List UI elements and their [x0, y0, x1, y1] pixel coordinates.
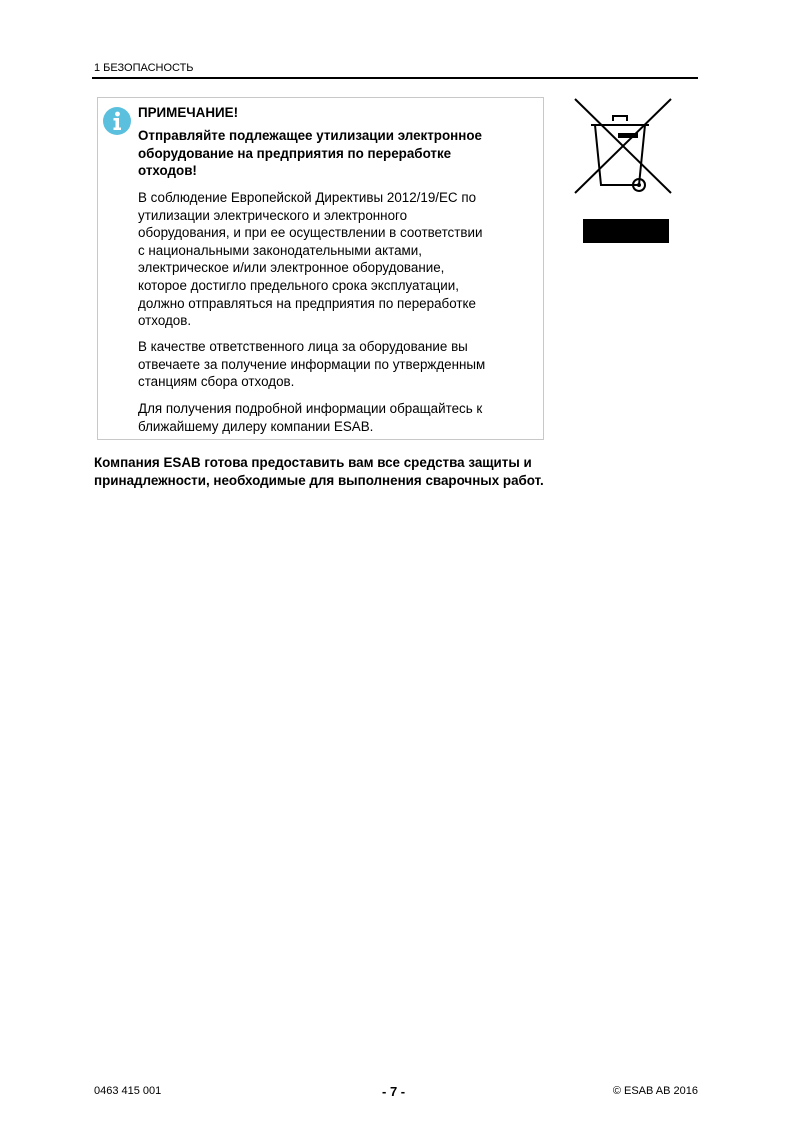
text-line: отвечаете за получение информации по утвержденным: [138, 356, 486, 372]
text-line: электрическое и/или электронное оборудование,: [138, 260, 445, 276]
text-line: отходов.: [138, 313, 192, 329]
footer-doc-number: 0463 415 001: [94, 1085, 162, 1097]
text-line: отходов!: [138, 163, 197, 179]
text-line: должно отправляться на предприятия по переработке: [138, 295, 476, 311]
text-line: оборудования, и при ее осуществлении в соответствии: [138, 225, 483, 241]
footer-page-number: - 7 -: [382, 1084, 406, 1099]
header-rule: [92, 77, 698, 79]
text-line: утилизации электрического и электронного: [138, 207, 408, 223]
info-icon: [103, 107, 131, 135]
text-line: принадлежности, необходимые для выполнения сварочных работ.: [94, 473, 544, 488]
text-line: станциям сбора отходов.: [138, 374, 295, 390]
text-line: с национальными законодательными актами,: [138, 242, 422, 258]
text-line: В соблюдение Европейской Директивы 2012/19/EC по: [138, 190, 477, 205]
text-line: Для получения подробной информации обращайтесь к: [138, 401, 483, 416]
text-line: Отправляйте подлежащее утилизации электронное: [138, 128, 482, 143]
footer-copyright: © ESAB AB 2016: [612, 1085, 698, 1097]
note-lead: [138, 127, 482, 180]
weee-crossed-bin-icon: [573, 97, 673, 247]
text-line: ближайшему дилеру компании ESAB.: [138, 418, 374, 434]
note-paragraph-1: [138, 189, 482, 330]
note-title: ПРИМЕЧАНИЕ!: [138, 105, 239, 120]
text-line: оборудование на предприятия по переработке: [138, 145, 452, 161]
text-line: Компания ESAB готова предоставить вам все средства защиты и: [94, 455, 532, 470]
closing-statement: [94, 454, 544, 490]
text-line: В качестве ответственного лица за оборудование вы: [138, 339, 468, 354]
note-paragraph-2: [138, 338, 485, 391]
text-line: которое достигло предельного срока эксплуатации,: [138, 277, 459, 293]
note-paragraph-3: [138, 400, 482, 435]
section-header: 1 БЕЗОПАСНОСТЬ: [94, 62, 194, 74]
